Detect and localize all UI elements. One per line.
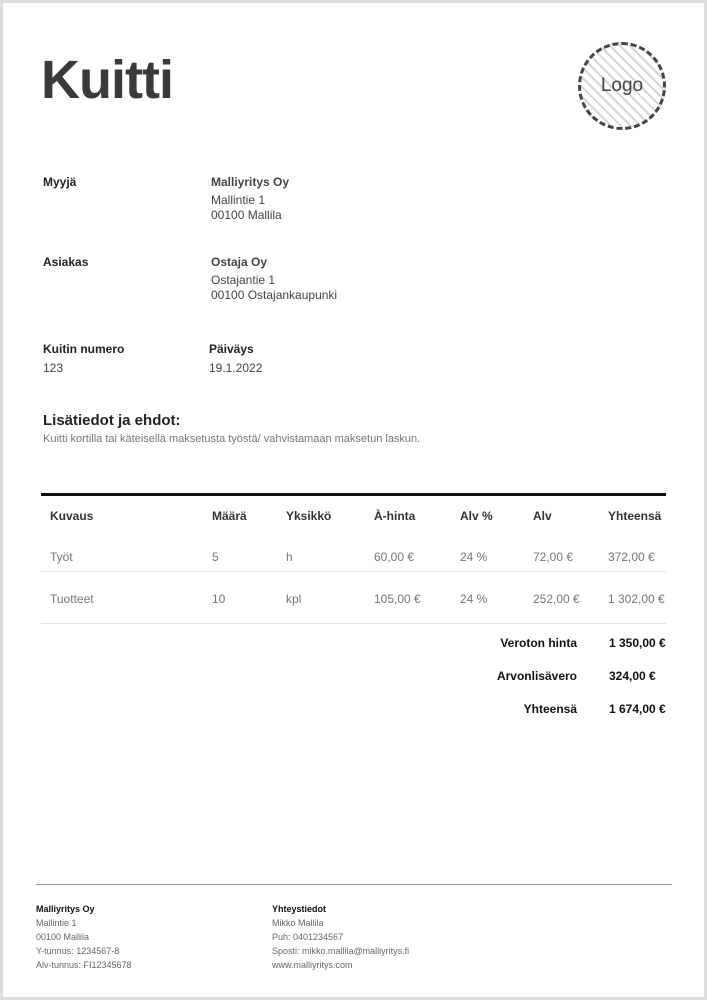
footer-contact-line: Puh: 0401234567 [272, 932, 344, 942]
grand-total-value: 1 674,00 € [609, 702, 666, 716]
table-top-rule [41, 493, 666, 496]
footer-contact-heading: Yhteystiedot [272, 904, 327, 914]
vat-total-label: Arvonlisävero [496, 669, 577, 683]
customer-name: Ostaja Oy [211, 255, 268, 269]
date-value: 19.1.2022 [209, 361, 263, 375]
receipt-number-value: 123 [43, 361, 64, 375]
footer-contact-website: www.malliyritys.com [272, 960, 353, 970]
vat-total-value: 324,00 € [609, 669, 656, 683]
cell-unit: kpl [286, 592, 302, 606]
col-header-total: Yhteensä [608, 509, 662, 523]
cell-vat: 72,00 € [533, 550, 574, 564]
customer-address-2: 00100 Ostajankaupunki [211, 288, 338, 302]
footer-contact-line: Mikko Mallila [272, 918, 324, 928]
footer-company-line: Y-tunnus: 1234567-8 [36, 946, 120, 956]
customer-label: Asiakas [43, 255, 89, 269]
seller-address-1: Mallintie 1 [211, 193, 266, 207]
cell-vat: 252,00 € [533, 592, 580, 606]
receipt-number-label: Kuitin numero [43, 342, 125, 356]
footer-company-line: Alv-tunnus: FI12345678 [36, 960, 132, 970]
col-header-quantity: Määrä [212, 509, 247, 523]
cell-quantity: 10 [212, 592, 226, 606]
date-label: Päiväys [209, 342, 254, 356]
row-divider [41, 623, 666, 624]
seller-name: Malliyritys Oy [211, 175, 290, 189]
col-header-unit: Yksikkö [286, 509, 332, 523]
subtotal-value: 1 350,00 € [609, 636, 666, 650]
footer-company-line: 00100 Mallila [36, 932, 90, 942]
cell-total: 1 302,00 € [608, 592, 665, 606]
grand-total-label: Yhteensä [523, 702, 577, 716]
col-header-description: Kuvaus [50, 509, 94, 523]
row-divider [41, 571, 666, 572]
footer-company-name: Malliyritys Oy [36, 904, 95, 914]
logo-placeholder [578, 42, 666, 130]
receipt-page [3, 3, 704, 997]
cell-quantity: 5 [212, 550, 219, 564]
notes-heading: Lisätiedot ja ehdot: [43, 412, 181, 429]
footer-contact-email: Sposti: mikko.mallila@malliyritys.fi [272, 946, 410, 956]
cell-vat-percent: 24 % [460, 550, 488, 564]
cell-vat-percent: 24 % [460, 592, 488, 606]
cell-description: Tuotteet [50, 592, 94, 606]
logo-text: Logo [600, 75, 644, 96]
notes-text: Kuitti kortilla tai käteisellä maksetusta työstä/ vahvistamaan maksetun laskun. [43, 433, 421, 445]
customer-address-1: Ostajantie 1 [211, 273, 276, 287]
page-title: Kuitti [41, 50, 173, 110]
col-header-vat: Alv [533, 509, 552, 523]
seller-label: Myyjä [43, 175, 77, 189]
seller-address-2: 00100 Mallila [211, 208, 282, 222]
footer-divider [36, 884, 672, 885]
footer-company-line: Mallintie 1 [36, 918, 77, 928]
cell-unit-price: 60,00 € [374, 550, 415, 564]
cell-unit-price: 105,00 € [374, 592, 421, 606]
subtotal-label: Veroton hinta [500, 636, 577, 650]
cell-description: Työt [50, 550, 73, 564]
cell-unit: h [286, 550, 293, 564]
cell-total: 372,00 € [608, 550, 655, 564]
col-header-vat-percent: Alv % [460, 509, 493, 523]
col-header-unit-price: À-hinta [374, 509, 416, 523]
